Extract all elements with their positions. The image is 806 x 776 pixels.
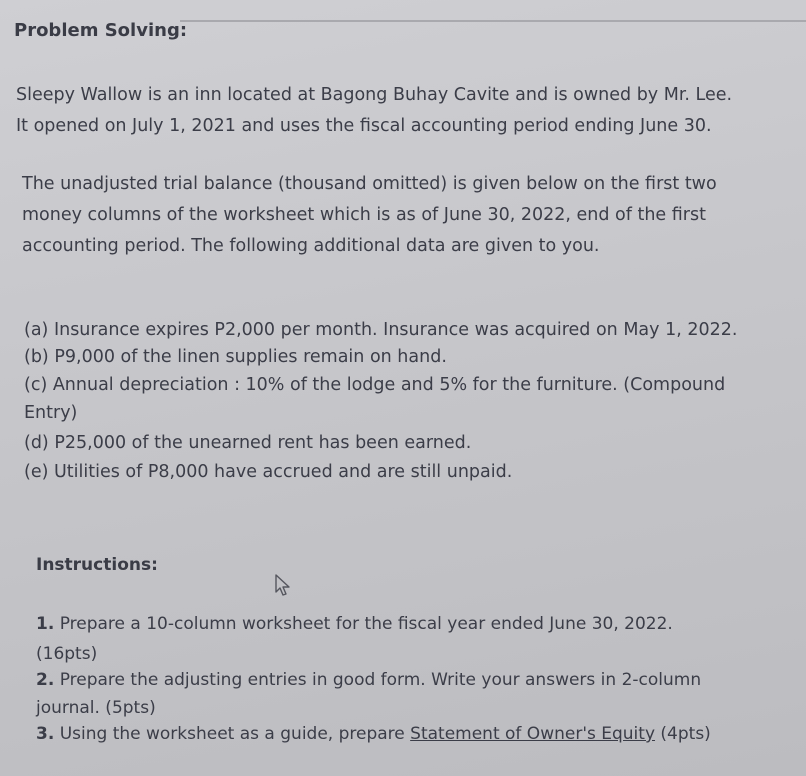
context-paragraph <box>22 169 717 262</box>
instruction-2-text: Prepare the adjusting entries in good form. Write your answers in 2-column <box>54 670 702 690</box>
context-line-3: accounting period. The following additional data are given to you. <box>22 236 600 256</box>
instruction-3-points: (4pts) <box>655 724 711 744</box>
intro-line-2: It opened on July 1, 2021 and uses the fiscal accounting period ending June 30. <box>16 116 712 136</box>
instruction-2-continued: journal. (5pts) <box>36 698 156 718</box>
instruction-1-number: 1. <box>36 614 55 634</box>
intro-line-1: Sleepy Wallow is an inn located at Bagong Buhay Cavite and is owned by Mr. Lee. <box>16 85 733 105</box>
context-line-2: money columns of the worksheet which is as of June 30, 2022, end of the first <box>22 205 706 225</box>
list-item-b: (b) P9,000 of the linen supplies remain on hand. <box>24 347 447 367</box>
instructions-title: Instructions: <box>36 555 158 575</box>
context-line-1: The unadjusted trial balance (thousand omitted) is given below on the first two <box>22 174 717 194</box>
list-item-d: (d) P25,000 of the unearned rent has been earned. <box>24 433 472 453</box>
instruction-2 <box>36 666 701 694</box>
instruction-1-points: (16pts) <box>36 644 98 664</box>
instruction-1 <box>36 610 673 638</box>
list-item-a: (a) Insurance expires P2,000 per month. Insurance was acquired on May 1, 2022. <box>24 320 738 340</box>
list-item-c: (c) Annual depreciation : 10% of the lodge and 5% for the furniture. (Compound <box>24 375 726 395</box>
instruction-2-number: 2. <box>36 670 55 690</box>
instruction-3-text: Using the worksheet as a guide, prepare <box>54 724 411 744</box>
mouse-pointer-icon <box>274 573 292 597</box>
list-item-c-continued: Entry) <box>24 403 78 423</box>
instruction-3 <box>36 720 711 748</box>
top-divider-line <box>180 20 806 22</box>
instruction-1-text: Prepare a 10-column worksheet for the fiscal year ended June 30, 2022. <box>54 614 673 634</box>
list-item-e: (e) Utilities of P8,000 have accrued and are still unpaid. <box>24 462 513 482</box>
instruction-3-number: 3. <box>36 724 55 744</box>
page-heading: Problem Solving: <box>14 20 188 41</box>
owners-equity-underlined-text: Statement of Owner's Equity <box>410 724 656 744</box>
intro-paragraph <box>16 80 732 142</box>
